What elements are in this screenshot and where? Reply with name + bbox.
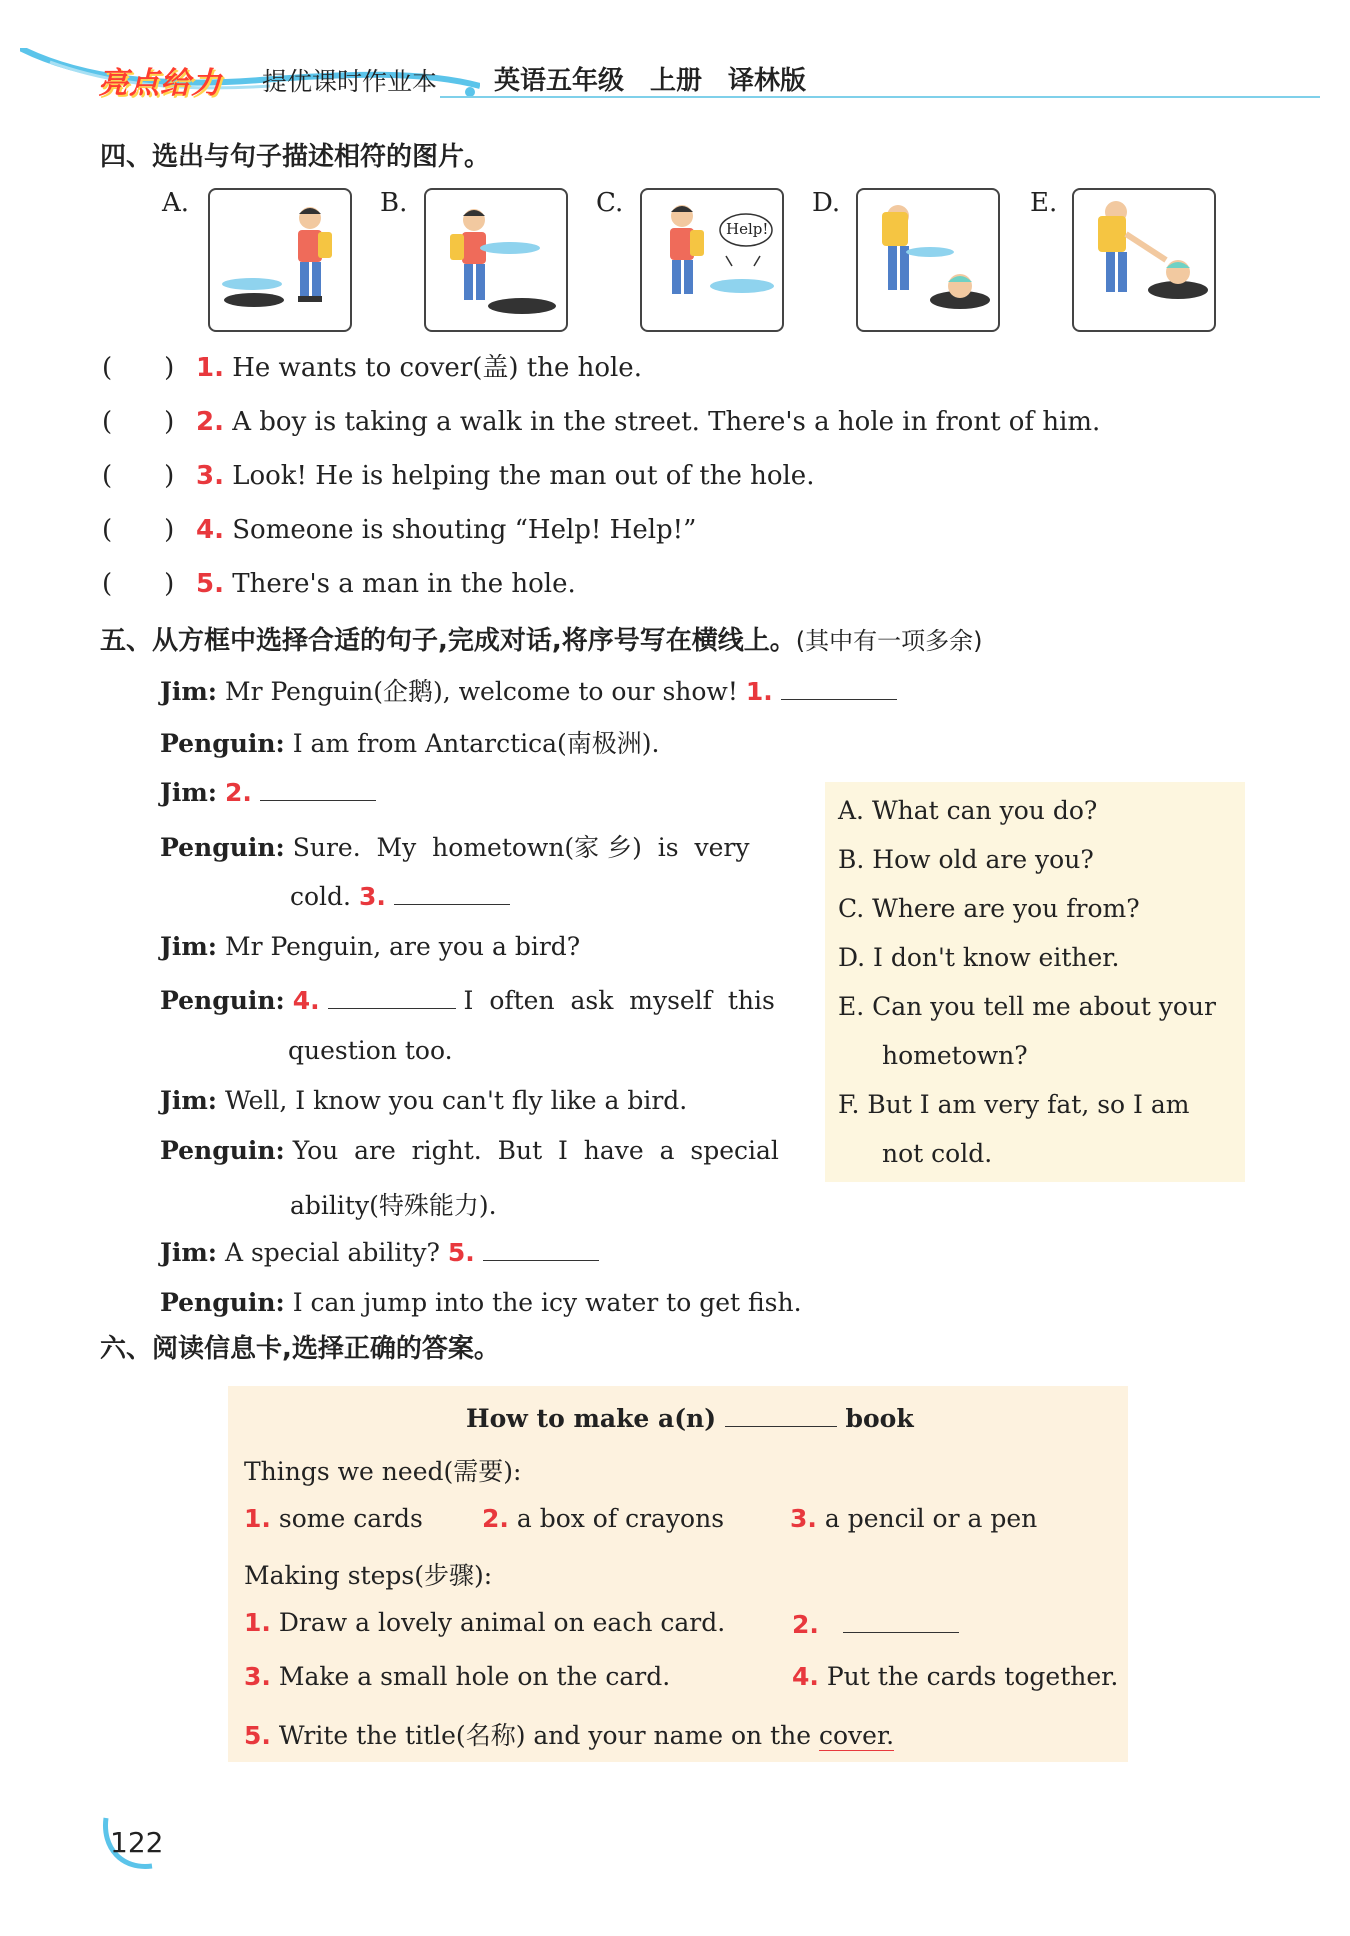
question-text: Look! He is helping the man out of the hole. [232,461,815,491]
picture-label-c: C. [596,188,624,218]
section4-title: 四、选出与句子描述相符的图片。 [100,142,491,172]
underlined-cover: cover. [818,1721,895,1750]
option-f: F. But I am very fat, so I am [838,1090,1190,1119]
question-number: 5. [196,569,224,599]
step-4: 4. Put the cards together. [792,1662,1119,1691]
man-in-hole-illustration [858,190,998,330]
card-title-blank[interactable] [725,1402,837,1427]
question-5 [102,564,576,604]
picture-d[interactable] [856,188,1000,332]
need-item-2: 2. a box of crayons [482,1504,725,1533]
picture-label-e: E. [1030,188,1058,218]
help-bubble-text: Help! [726,220,769,238]
card-title: How to make a(n) book [466,1404,914,1433]
dialogue-line-4a: Penguin: Sure. My hometown(家 乡) is very [160,833,750,862]
answer-blank-3[interactable] [394,880,510,905]
brand-logo: 亮点给力 [98,66,222,101]
picture-label-d: D. [812,188,841,218]
dialogue-line-6b: question too. [288,1036,453,1065]
answer-paren[interactable]: ( ) [102,569,175,599]
step-3: 3. Make a small hole on the card. [244,1662,671,1691]
answer-paren[interactable]: ( ) [102,515,175,545]
picture-b[interactable] [424,188,568,332]
answer-paren[interactable]: ( ) [102,461,175,491]
things-needed-label: Things we need(需要): [244,1457,522,1486]
picture-e[interactable] [1072,188,1216,332]
dialogue-line-7: Jim: Well, I know you can't fly like a bird. [160,1086,688,1115]
option-a: A. What can you do? [838,796,1098,825]
step-1: 1. Draw a lovely animal on each card. [244,1608,726,1637]
need-item-3: 3. a pencil or a pen [790,1504,1038,1533]
picture-label-a: A. [162,188,190,218]
question-text: There's a man in the hole. [232,569,576,599]
dialogue-line-6a: Penguin: 4. I often ask myself this [160,986,775,1015]
dialogue-line-8a: Penguin: You are right. But I have a special [160,1136,779,1165]
step-5: 5. Write the title(名称) and your name on the cover. [244,1721,895,1750]
question-number: 2. [196,407,224,437]
boy-holding-cover-illustration [426,190,566,330]
section5-title-text: 五、从方框中选择合适的句子,完成对话,将序号写在横线上。 [100,626,796,656]
section6-title: 六、阅读信息卡,选择正确的答案。 [100,1334,500,1364]
option-e-cont: hometown? [882,1041,1028,1070]
dialogue-line-8b: ability(特殊能力). [290,1191,497,1220]
dialogue-line-9: Jim: A special ability? 5. [160,1236,599,1267]
question-2 [102,402,1100,442]
boy-near-hole-illustration [210,190,350,330]
dialogue-line-10: Penguin: I can jump into the icy water to get fish. [160,1288,802,1317]
header-subtitle: 提优课时作业本 [262,67,438,96]
option-b: B. How old are you? [838,845,1094,874]
question-number: 3. [196,461,224,491]
picture-a[interactable] [208,188,352,332]
step-2: 2. [792,1608,959,1639]
question-text: A boy is taking a walk in the street. There's a hole in front of him. [232,407,1101,437]
answer-paren[interactable]: ( ) [102,353,175,383]
answer-blank-2[interactable] [260,776,376,801]
dialogue-line-2: Penguin: I am from Antarctica(南极洲). [160,729,660,758]
boy-helping-man-illustration [1074,190,1214,330]
answer-paren[interactable]: ( ) [102,407,175,437]
option-c: C. Where are you from? [838,894,1140,923]
making-steps-label: Making steps(步骤): [244,1561,493,1590]
boy-hears-help-illustration [642,190,782,330]
question-4 [102,510,696,550]
question-1 [102,348,642,388]
question-number: 4. [196,515,224,545]
need-item-1: 1. some cards [244,1504,423,1533]
answer-blank-1[interactable] [781,675,897,700]
dialogue-line-4b: cold. 3. [290,880,510,911]
dialogue-line-3: Jim: 2. [160,776,376,807]
section5-title [100,620,983,657]
picture-label-b: B. [380,188,408,218]
picture-c[interactable] [640,188,784,332]
dialogue-line-5: Jim: Mr Penguin, are you a bird? [160,932,581,961]
answer-blank-4[interactable] [328,984,456,1009]
option-f-cont: not cold. [882,1139,993,1168]
dialogue-line-1: Jim: Mr Penguin(企鹅), welcome to our show! 1. [160,672,897,708]
header-book-info: 英语五年级 上册 译林版 [494,66,807,96]
header-rule [440,96,1320,98]
question-3 [102,456,814,496]
question-number: 1. [196,353,224,383]
option-d: D. I don't know either. [838,943,1120,972]
page-number: 122 [110,1826,164,1859]
step-2-blank[interactable] [843,1608,959,1633]
question-text: He wants to cover(盖) the hole. [232,353,642,383]
question-text: Someone is shouting “Help! Help!” [232,515,697,545]
answer-blank-5[interactable] [483,1236,599,1261]
section5-note: (其中有一项多余) [795,627,983,655]
option-e: E. Can you tell me about your [838,992,1216,1021]
options-box [825,782,1245,1182]
